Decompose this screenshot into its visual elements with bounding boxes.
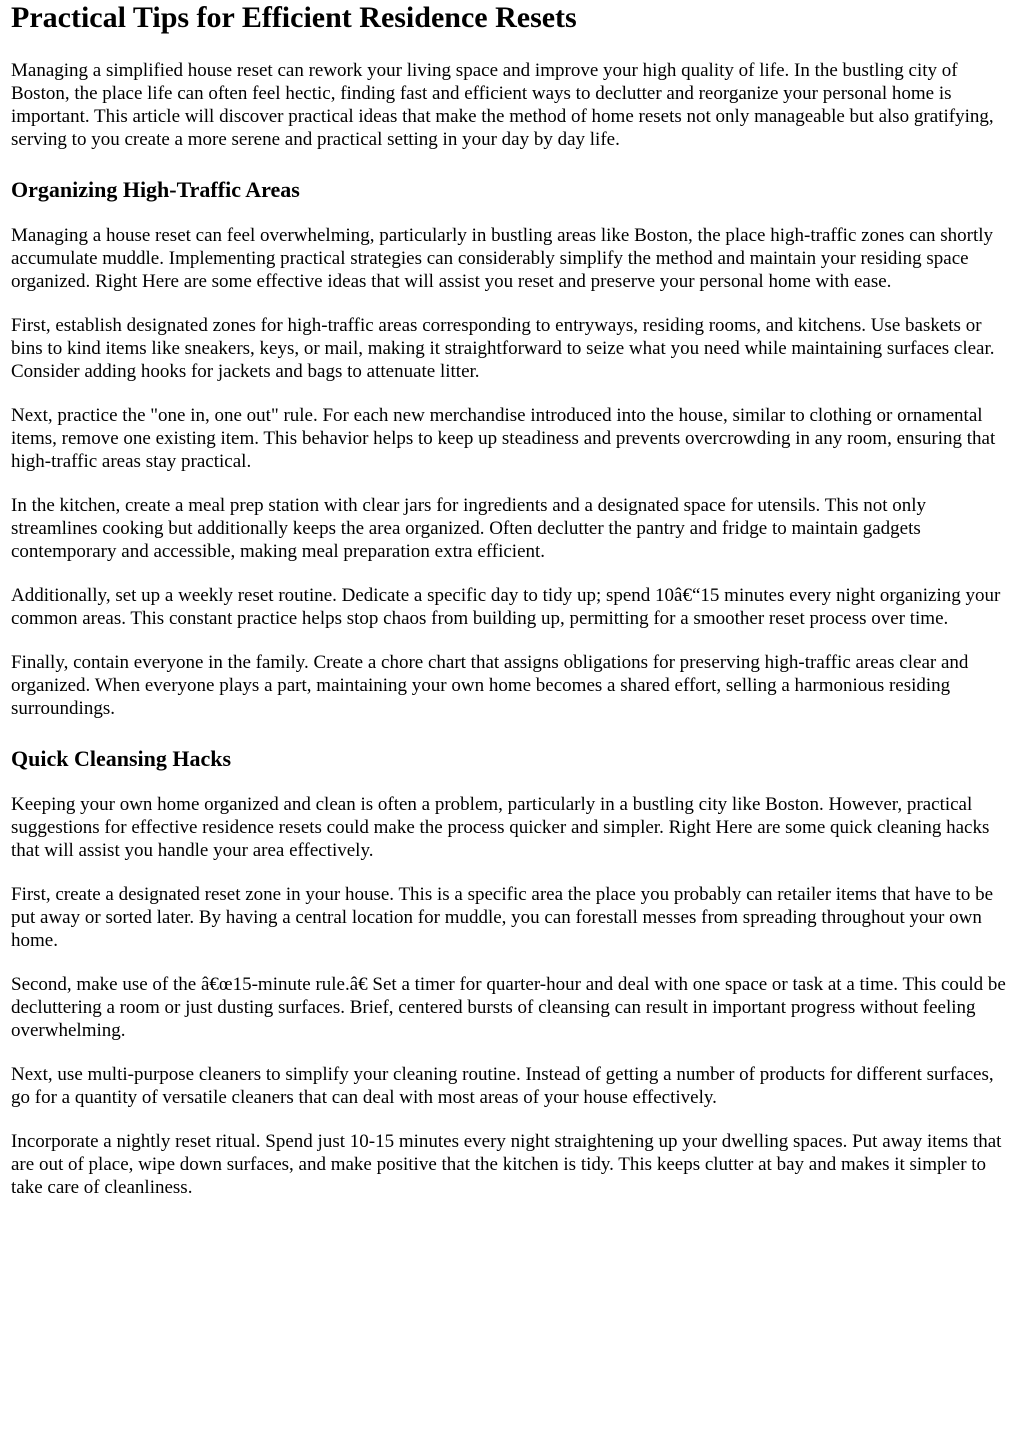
paragraph: Keeping your own home organized and clean is often a problem, particularly in a bustling city like Boston. However, practical suggestions for effective residence resets could make the process quicker and simpler. Right Here are some quick cleaning hacks that will assist you handle your area effectively. <box>11 794 990 861</box>
paragraph: Managing a house reset can feel overwhelming, particularly in bustling areas like Boston, the place high-traffic zones can shortly accumulate muddle. Implementing practical strategies can considerably simplify the method and maintain your residing space organized. Right Here are some effective ideas that will assist you reset and preserve your personal home with ease. <box>11 225 994 292</box>
paragraph: Additionally, set up a weekly reset routine. Dedicate a specific day to tidy up; spend 10â€“15 minutes every night organizing your common areas. This constant practice helps stop chaos from building up, permitting for a smoother reset process over time. <box>11 585 1001 629</box>
section-organizing-high-traffic-areas <box>11 177 1014 720</box>
paragraph: In the kitchen, create a meal prep station with clear jars for ingredients and a designated space for utensils. This not only streamlines cooking but additionally keeps the area organized. Often declutter the pantry and fridge to maintain gadgets contemporary and accessible, making meal preparation extra efficient. <box>11 495 927 562</box>
paragraph: Second, make use of the â€œ15-minute rule.â€ Set a timer for quarter-hour and deal with one space or task at a time. This could be decluttering a room or just dusting surfaces. Brief, centered bursts of cleansing can result in important progress without feeling overwhelming. <box>11 974 1006 1041</box>
paragraph: First, create a designated reset zone in your house. This is a specific area the place you probably can retailer items that have to be put away or sorted later. By having a central location for muddle, you can forestall messes from spreading throughout your own home. <box>11 884 993 951</box>
paragraph: Incorporate a nightly reset ritual. Spend just 10-15 minutes every night straightening up your dwelling spaces. Put away items that are out of place, wipe down surfaces, and make positive that the kitchen is tidy. This keeps clutter at bay and makes it simpler to take care of cleanliness. <box>11 1131 1002 1198</box>
section-heading: Quick Cleansing Hacks <box>11 746 232 771</box>
page-title: Practical Tips for Efficient Residence Resets <box>11 1 577 34</box>
paragraph: First, establish designated zones for high-traffic areas corresponding to entryways, residing rooms, and kitchens. Use baskets or bins to kind items like sneakers, keys, or mail, making it straightforward to seize what you need while maintaining surfaces clear. Consider adding hooks for jackets and bags to attenuate litter. <box>11 315 995 382</box>
intro-paragraph: Managing a simplified house reset can rework your living space and improve your high quality of life. In the bustling city of Boston, the place life can often feel hectic, finding fast and efficient ways to declutter and reorganize your personal home is important. This article will discover practical ideas that make the method of home resets not only manageable but also gratifying, serving to you create a more serene and practical setting in your day by day life. <box>11 60 994 150</box>
paragraph: Next, use multi-purpose cleaners to simplify your cleaning routine. Instead of getting a number of products for different surfaces, go for a quantity of versatile cleaners that can deal with most areas of your house effectively. <box>11 1064 994 1108</box>
paragraph: Next, practice the "one in, one out" rule. For each new merchandise introduced into the house, similar to clothing or ornamental items, remove one existing item. This behavior helps to keep up steadiness and prevents overcrowding in any room, ensuring that high-traffic areas stay practical. <box>11 405 996 472</box>
paragraph: Finally, contain everyone in the family. Create a chore chart that assigns obligations for preserving high-traffic areas clear and organized. When everyone plays a part, maintaining your own home becomes a shared effort, selling a harmonious residing surroundings. <box>11 652 969 719</box>
section-quick-cleansing-hacks <box>11 746 1014 1199</box>
section-heading: Organizing High-Traffic Areas <box>11 177 300 202</box>
